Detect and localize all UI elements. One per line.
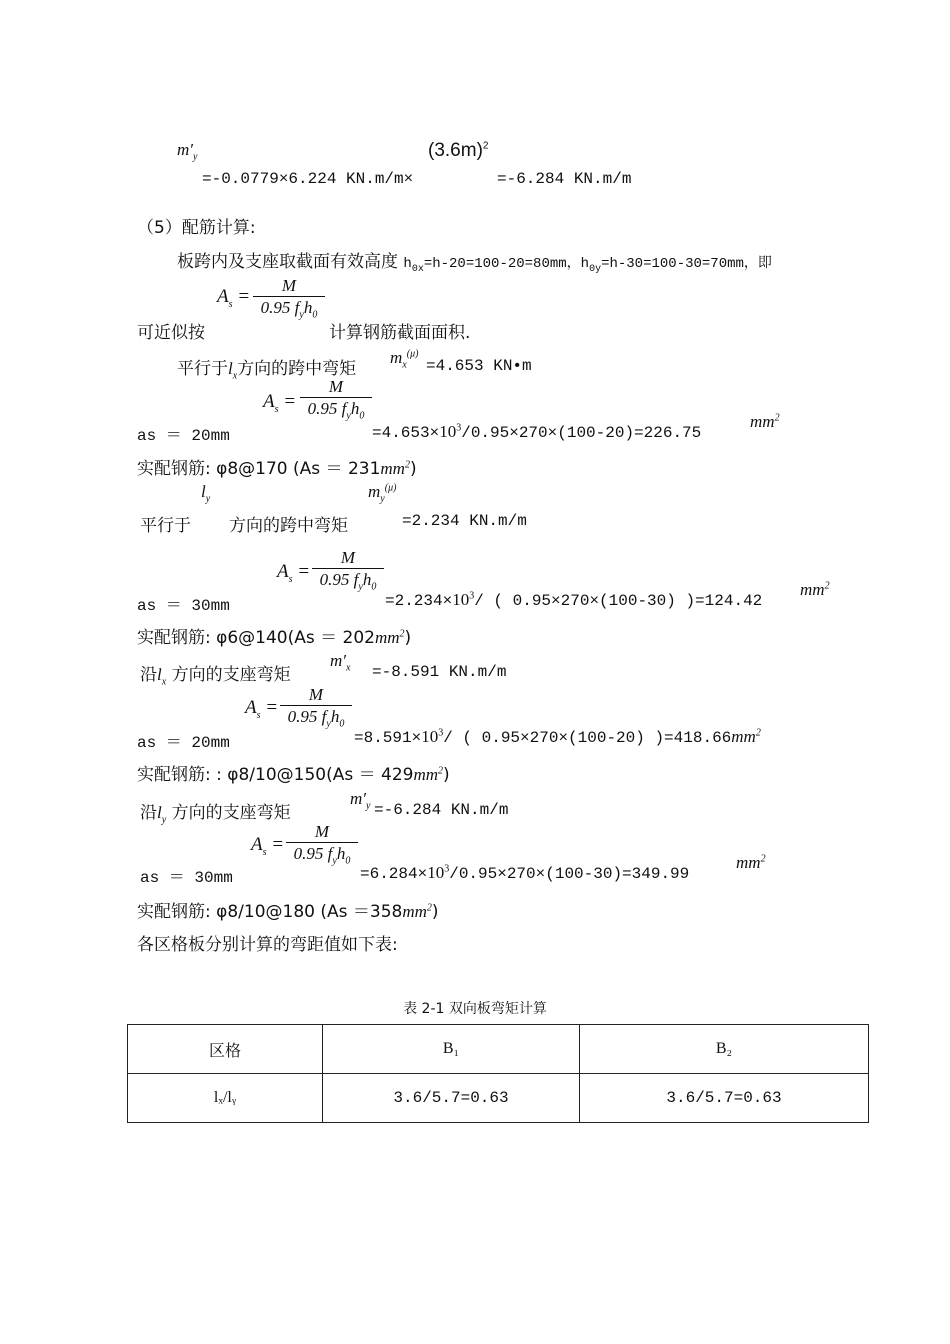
span-squared: $(3.6m)^2$: [428, 140, 489, 161]
case2-label-mid: 方向的跨中弯矩: [229, 516, 348, 536]
case2-label-prefix: 平行于: [140, 516, 191, 536]
cell-ratio-label: lₓ/lᵧ: [128, 1074, 323, 1123]
table-header-row: [128, 1025, 869, 1074]
case4-calc: $=6.284\times 10^3/0.95\times 270\times(100-30)=349.99$: [360, 863, 690, 883]
case3-value: =-8.591 KN.m/m: [372, 663, 507, 681]
case4-value: =-6.284 KN.m/m: [374, 801, 509, 819]
case3-label: 沿$l_x$ 方向的支座弯矩: [140, 665, 291, 688]
table-caption: 表 2-1 双向板弯矩计算: [403, 1001, 547, 1017]
case2-as-symbol: $A_s$ =: [277, 561, 311, 585]
as-formula-symbol: $A_s$ =: [217, 286, 251, 310]
approx-prefix: 可近似按: [137, 323, 205, 343]
unit-mm2: $mm^2$: [380, 459, 410, 478]
my-mu-symbol: $m_y^{(\mu)}$: [368, 482, 397, 505]
approx-suffix: 计算钢筋截面面积.: [329, 323, 471, 343]
case4-unit: $mm^2$: [736, 853, 766, 872]
case2-rebar: 实配钢筋: φ6@140(As ＝ $202mm^2$): [137, 628, 412, 648]
case4-label: 沿$l_y$ 方向的支座弯矩: [140, 803, 291, 826]
case3-as-symbol: $A_s$ =: [245, 697, 279, 721]
intro-line: 板跨内及支座取截面有效高度 $h_{0x}=h-20=100-20=80mm$，$h_{0y}=h-30=100-30=70mm$，即: [177, 252, 772, 275]
unit-mm2: $mm^2$: [413, 765, 444, 784]
case2-formula: M 0.95 $f_yh_0$: [312, 548, 384, 598]
mx-prime-symbol: $m'_x$: [330, 651, 351, 674]
my-prime-symbol: $m'_y$: [177, 140, 198, 163]
header-cell-b2: B₂: [580, 1025, 869, 1074]
ly-symbol: $l_y$: [201, 482, 211, 505]
case3-rebar: 实配钢筋: : φ8/10@150(As ＝ $429mm^2$): [137, 765, 450, 785]
power-of-ten: $10^3$: [439, 422, 462, 441]
power-of-ten: $10^3$: [452, 590, 475, 609]
case4-rebar: 实配钢筋: φ8/10@180 $(As =358mm^2)$: [137, 902, 439, 922]
case1-value: =4.653 KN•m: [426, 357, 532, 375]
case4-as-label: as ＝ 30mm: [140, 869, 233, 887]
unit-mm2: $mm^2$: [374, 628, 405, 647]
lx-symbol: $l_x$: [228, 359, 238, 382]
steel-area-formula: M 0.95 $f_yh_0$: [253, 276, 325, 326]
case1-label: 平行于$l_x$方向的跨中弯矩: [177, 359, 357, 382]
case4-formula: M 0.95 $f_yh_0$: [286, 822, 358, 872]
case2-calc: $=2.234\times 10^3/$ ( 0.95×270×(100-30) )=124.42: [385, 590, 763, 610]
case1-calc: $=4.653\times 10^3/0.95\times 270\times(100-20)=226.75$: [372, 422, 702, 442]
case1-unit: $mm^2$: [750, 412, 780, 431]
case1-as-label: as ＝ 20mm: [137, 427, 230, 445]
mx-mu-symbol: $m_x^{(\mu)}$: [390, 348, 419, 371]
power-of-ten: $10^3$: [421, 727, 444, 746]
case4-as-symbol: $A_s$ =: [251, 834, 285, 858]
section-heading: （5）配筋计算:: [137, 218, 256, 238]
moment-table: [127, 1024, 869, 1123]
my-eq-left: =-0.0779×6.224 KN.m/m×: [202, 170, 414, 188]
power-of-ten: $10^3$: [427, 863, 450, 882]
case2-as-label: as ＝ 30mm: [137, 597, 230, 615]
case3-as-label: as ＝ 20mm: [137, 734, 230, 752]
summary-line: 各区格板分别计算的弯距值如下表:: [137, 935, 398, 955]
case1-as-symbol: $A_s$ =: [263, 391, 297, 415]
case2-unit: $mm^2$: [800, 580, 830, 599]
table-row: [128, 1074, 869, 1123]
header-cell-zone: 区格: [128, 1025, 323, 1074]
header-cell-b1: B₁: [323, 1025, 580, 1074]
h0y-symbol: $h_{0y}$: [580, 256, 602, 275]
my-prime-symbol-2: $m'_y$: [350, 789, 371, 812]
case3-unit: $mm^2$: [731, 727, 761, 746]
case1-rebar: 实配钢筋: φ8@170 $(As = 231mm^2)$: [137, 459, 417, 479]
cell-b2-ratio: 3.6/5.7=0.63: [580, 1074, 869, 1123]
case3-calc: $=8.591\times 10^3/$ ( 0.95×270×(100-20) )$=418.66mm^2$: [354, 727, 761, 747]
cell-b1-ratio: 3.6/5.7=0.63: [323, 1074, 580, 1123]
unit-mm2: $mm^2$: [402, 902, 432, 921]
case3-formula: M 0.95 $f_yh_0$: [280, 685, 352, 735]
case1-formula: M 0.95 $f_yh_0$: [300, 377, 372, 427]
h0x-symbol: $h_{0x}$: [403, 256, 424, 275]
case2-value: =2.234 KN.m/m: [402, 512, 527, 530]
lx-symbol: $l_x$: [157, 665, 167, 688]
my-eq-right: =-6.284 KN.m/m: [497, 170, 632, 188]
ly-symbol: $l_y$: [157, 803, 167, 826]
